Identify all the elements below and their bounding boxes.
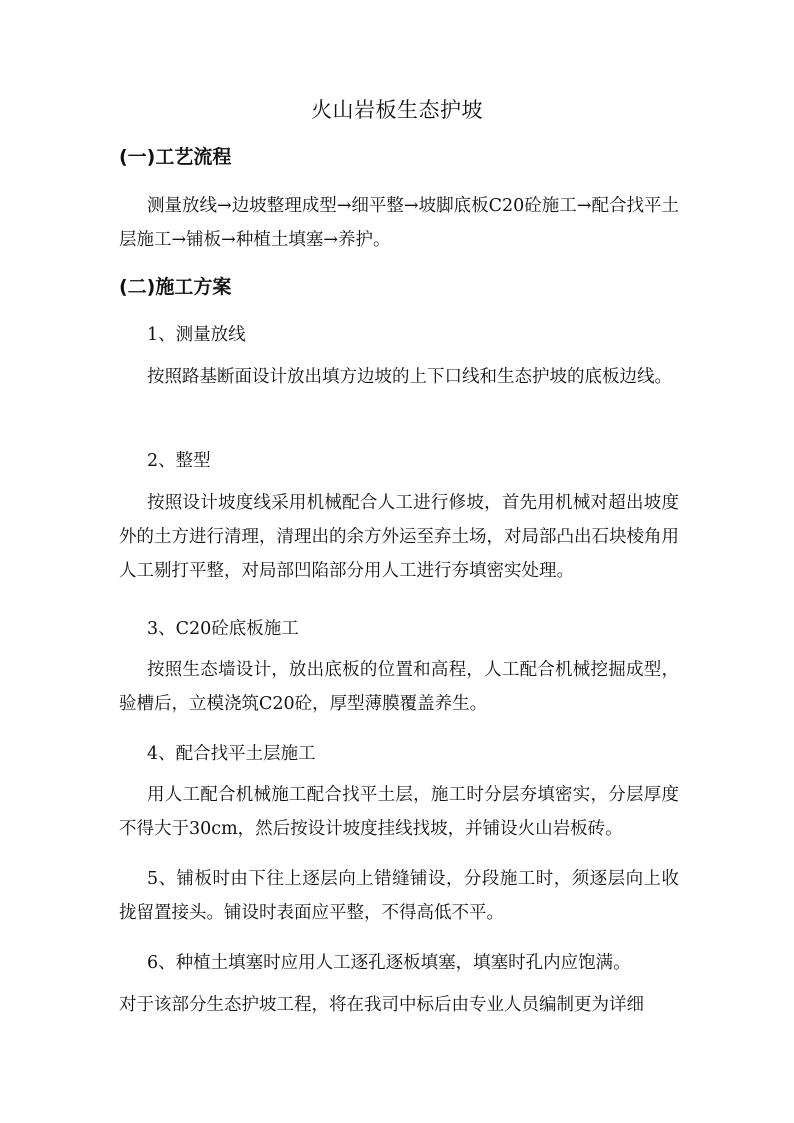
item-5-text: 5、铺板时由下往上逐层向上错缝铺设，分段施工时，须逐层向上收拢留置接头。铺设时表面应平整，不得高低不平。 [119,869,679,923]
item-4-label: 4、配合找平土层施工 [147,744,316,764]
item-2-text: 按照设计坡度线采用机械配合人工进行修坡，首先用机械对超出坡度外的土方进行清理，清理出的余方外运至弃土场，对局部凸出石块棱角用人工剔打平整，对局部凹陷部分用人工进行夯填密实处理。 [119,493,679,581]
item-1-text: 按照路基断面设计放出填方边坡的上下口线和生态护坡的底板边线。 [147,367,672,387]
section-heading-plan: (二)施工方案 [119,276,232,298]
process-flow-text: 测量放线→边坡整理成型→细平整→坡脚底板C20砼施工→配合找平土层施工→铺板→种植土填塞→养护。 [119,196,679,250]
item-1-label: 1、测量放线 [147,325,246,345]
item-2-label: 2、整型 [147,451,211,471]
section-heading-process: (一)工艺流程 [119,146,232,168]
item-6-text: 6、种植土填塞时应用人工逐孔逐板填塞，填塞时孔内应饱满。 [147,953,631,973]
document-title: 火山岩板生态护坡 [311,98,483,122]
item-4-text: 用人工配合机械施工配合找平土层，施工时分层夯填密实，分层厚度不得大于30cm，然后按设计坡度挂线找坡，并铺设火山岩板砖。 [119,785,679,839]
closing-text: 对于该部分生态护坡工程，将在我司中标后由专业人员编制更为详细 [119,995,644,1015]
item-3-text: 按照生态墙设计，放出底板的位置和高程，人工配合机械挖掘成型，验槽后，立模浇筑C20砼，厚型薄膜覆盖养生。 [119,660,679,714]
item-3-label: 3、C20砼底板施工 [147,619,299,639]
